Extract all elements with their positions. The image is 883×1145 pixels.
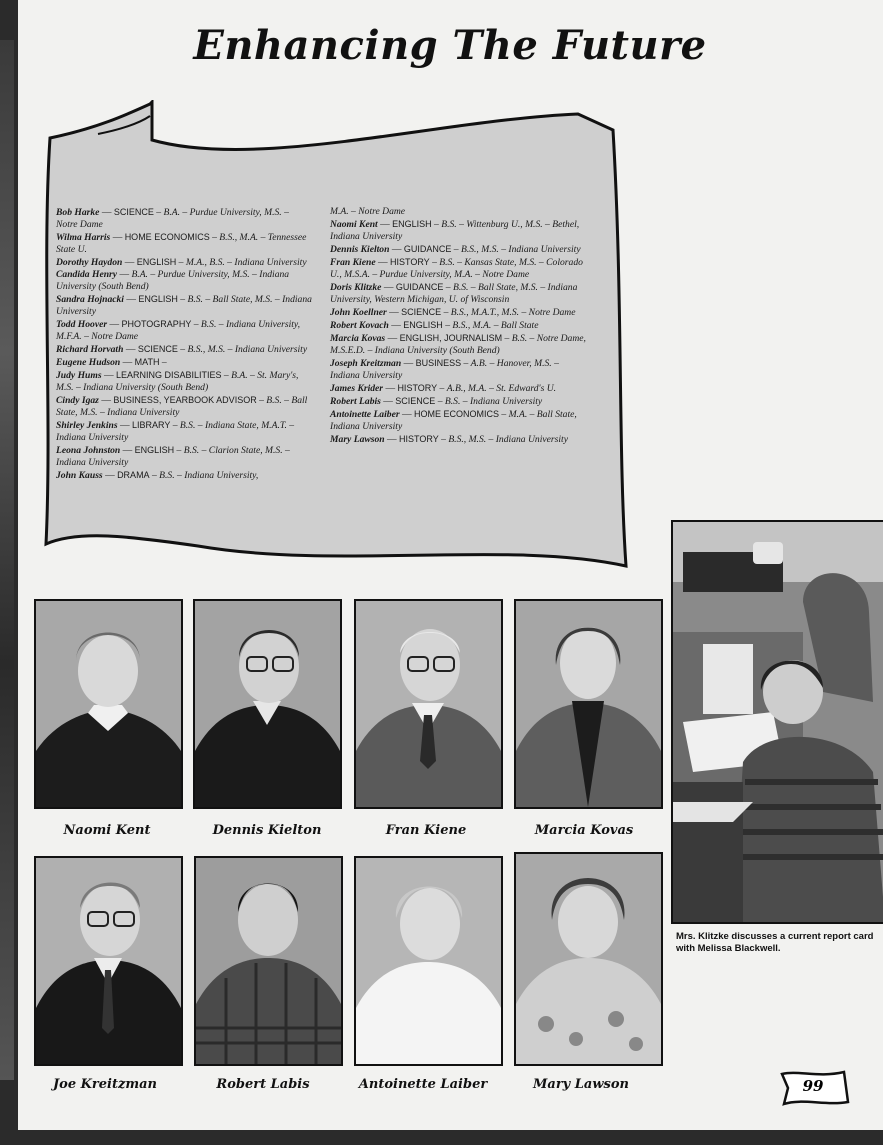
faculty-credentials: B.S. – Kansas State, M.S. – Colorado U., M.S.A. – Purdue University, M.A. – Notre Dame xyxy=(330,257,583,280)
faculty-credentials: B.A. – St. Mary's, M.S. – Indiana University (South Bend) xyxy=(56,370,299,393)
faculty-department: GUIDANCE xyxy=(403,244,452,254)
faculty-entry: Sandra Hojnacki — ENGLISH – B.S. – Ball State, M.S. – Indiana University xyxy=(56,294,312,317)
faculty-entry: Eugene Hudson — MATH – xyxy=(56,357,167,368)
faculty-entry: Wilma Harris — HOME ECONOMICS – B.S., M.A. – Tennessee State U. xyxy=(56,232,307,255)
faculty-name: Doris Klitzke xyxy=(330,282,382,293)
faculty-department: ENGLISH xyxy=(392,219,432,229)
portrait-man-glasses-icon xyxy=(36,858,181,1064)
faculty-credentials: B.S. – Notre Dame, M.S.E.D. – Indiana University (South Bend) xyxy=(330,333,586,356)
portrait-caption: Robert Labis xyxy=(216,1077,310,1092)
faculty-entry: Mary Lawson — HISTORY – B.S., M.S. – Indiana University xyxy=(330,434,568,445)
faculty-name: Antoinette Laiber xyxy=(330,409,400,420)
faculty-credentials: A.B. – Hanover, M.S. – Indiana University xyxy=(330,358,559,381)
faculty-name: Sandra Hojnacki xyxy=(56,294,124,305)
faculty-name: Robert Labis xyxy=(330,396,381,407)
portrait-caption: Mary Lawson xyxy=(533,1077,629,1092)
faculty-department: SCIENCE xyxy=(401,307,442,317)
faculty-credentials: B.S. – Indiana State, M.A.T. – Indiana University xyxy=(56,420,295,443)
faculty-entry: James Krider — HISTORY – A.B., M.A. – St. Edward's U. xyxy=(330,383,557,394)
faculty-credentials: B.S. – Ball State, M.S. – Indiana University, Western Michigan, U. of Wisconsin xyxy=(330,282,578,305)
page-number-flag xyxy=(778,1068,850,1106)
faculty-credentials: B.S., M.S. – Indiana University xyxy=(460,244,581,255)
faculty-name: Fran Kiene xyxy=(330,257,376,268)
faculty-name: Joseph Kreitzman xyxy=(330,358,402,369)
faculty-credentials: A.B., M.A. – St. Edward's U. xyxy=(446,383,557,394)
faculty-name: Todd Hoover xyxy=(56,319,108,330)
faculty-name: Shirley Jenkins xyxy=(56,420,118,431)
faculty-department: HOME ECONOMICS xyxy=(124,232,210,242)
portrait-woman-icon xyxy=(516,854,661,1064)
faculty-name: Robert Kovach xyxy=(330,320,389,331)
portrait-caption: Naomi Kent xyxy=(63,823,151,838)
portrait-photo xyxy=(34,599,183,809)
portrait-woman-icon xyxy=(516,601,661,807)
directory-column-right xyxy=(330,206,586,446)
faculty-entry: Richard Horvath — SCIENCE – B.S., M.S. – Indiana University xyxy=(56,344,308,355)
faculty-entry: Dorothy Haydon — ENGLISH – M.A., B.S. – Indiana University xyxy=(56,257,307,268)
faculty-credentials: B.S. – Ball State, M.S. – Indiana University xyxy=(56,395,308,418)
faculty-entry: Bob Harke — SCIENCE – B.A. – Purdue University, M.S. – Notre Dame xyxy=(56,207,289,230)
faculty-entry: Dennis Kielton — GUIDANCE – B.S., M.S. – Indiana University xyxy=(330,244,581,255)
faculty-entry: Judy Hums — LEARNING DISABILITIES – B.A. – St. Mary's, M.S. – Indiana University (South Bend) xyxy=(56,370,299,393)
faculty-name: Marcia Kovas xyxy=(330,333,386,344)
portrait-caption: Marcia Kovas xyxy=(534,823,634,838)
faculty-credentials: B.S., M.A.T., M.S. – Notre Dame xyxy=(450,307,576,318)
faculty-credentials: B.S., M.S. – Indiana University xyxy=(187,344,308,355)
faculty-entry: Robert Labis — SCIENCE – B.S. – Indiana University xyxy=(330,396,543,407)
faculty-department: PHOTOGRAPHY xyxy=(121,319,192,329)
portrait-photo xyxy=(514,852,663,1066)
office-scene-icon xyxy=(673,522,883,922)
faculty-entry: Shirley Jenkins — LIBRARY – B.S. – Indiana State, M.A.T. – Indiana University xyxy=(56,420,295,443)
faculty-department: SCIENCE xyxy=(137,344,178,354)
faculty-name: Dennis Kielton xyxy=(330,244,390,255)
faculty-entry: Fran Kiene — HISTORY – B.S. – Kansas State, M.S. – Colorado U., M.S.A. – Purdue University, M.A. – Notre Dame xyxy=(330,257,583,280)
faculty-credentials: B.S., M.A. – Tennessee State U. xyxy=(56,232,307,255)
faculty-credentials: B.A. – Purdue University, M.S. – Indiana University (South Bend) xyxy=(56,269,290,292)
faculty-department: BUSINESS xyxy=(415,358,462,368)
faculty-entry: John Koellner — SCIENCE – B.S., M.A.T., M.S. – Notre Dame xyxy=(330,307,576,318)
portrait-caption: Fran Kiene xyxy=(385,823,467,838)
faculty-entry: Joseph Kreitzman — BUSINESS – A.B. – Hanover, M.S. – Indiana University xyxy=(330,358,559,381)
portrait-photo xyxy=(34,856,183,1066)
faculty-department: ENGLISH xyxy=(134,445,175,455)
faculty-department: GUIDANCE xyxy=(395,282,444,292)
page-title: Enhancing The Future xyxy=(193,22,707,69)
faculty-name: John Kauss xyxy=(56,470,103,481)
faculty-credentials: B.S. – Indiana University, xyxy=(159,470,259,481)
portrait-photo xyxy=(354,599,503,809)
candid-photo xyxy=(671,520,883,924)
faculty-name: Bob Harke xyxy=(56,207,100,218)
faculty-name: Wilma Harris xyxy=(56,232,111,243)
faculty-department: HOME ECONOMICS xyxy=(413,409,499,419)
faculty-entry: Leona Johnston — ENGLISH – B.S. – Clarion State, M.S. – Indiana University xyxy=(56,445,290,468)
portrait-man-glasses-icon xyxy=(195,601,340,807)
faculty-department: SCIENCE xyxy=(395,396,436,406)
faculty-department: ENGLISH, JOURNALISM xyxy=(399,333,503,343)
faculty-name: Candida Henry xyxy=(56,269,118,280)
faculty-entry: Marcia Kovas — ENGLISH, JOURNALISM – B.S. – Notre Dame, M.S.E.D. – Indiana University (South Bend) xyxy=(330,333,586,356)
portrait-photo xyxy=(354,856,503,1066)
directory-column-left xyxy=(56,206,312,482)
portrait-photo xyxy=(194,856,343,1066)
faculty-name: John Koellner xyxy=(330,307,387,318)
faculty-department: HISTORY xyxy=(397,383,438,393)
faculty-department: HISTORY xyxy=(389,257,430,267)
faculty-name: Leona Johnston xyxy=(56,445,121,456)
faculty-credentials: B.S. – Clarion State, M.S. – Indiana University xyxy=(56,445,290,468)
faculty-department: LEARNING DISABILITIES xyxy=(115,370,222,380)
faculty-credentials: B.A. – Purdue University, M.S. – Notre Dame xyxy=(56,207,289,230)
portrait-photo xyxy=(514,599,663,809)
faculty-department: HISTORY xyxy=(399,434,439,444)
faculty-entry: Candida Henry — B.A. – Purdue University, M.S. – Indiana University (South Bend) xyxy=(56,269,290,292)
faculty-credentials: M.A. – Notre Dame xyxy=(330,206,406,217)
portrait-man-icon xyxy=(196,858,341,1064)
faculty-department: BUSINESS, YEARBOOK ADVISOR xyxy=(113,395,257,405)
faculty-department: ENGLISH xyxy=(136,257,177,267)
faculty-department: LIBRARY xyxy=(131,420,171,430)
portrait-woman-icon xyxy=(36,601,181,807)
faculty-credentials: M.A., B.S. – Indiana University xyxy=(185,257,307,268)
faculty-credentials: B.S. – Indiana University, M.F.A. – Notre Dame xyxy=(56,319,301,342)
faculty-entry: Naomi Kent — ENGLISH – B.S. – Wittenburg U., M.S. – Bethel, Indiana University xyxy=(330,219,580,242)
faculty-credentials: B.S. – Ball State, M.S. – Indiana University xyxy=(56,294,312,317)
faculty-entry: Todd Hoover — PHOTOGRAPHY – B.S. – Indiana University, M.F.A. – Notre Dame xyxy=(56,319,301,342)
faculty-name: Dorothy Haydon xyxy=(56,257,123,268)
photo-caption: Mrs. Klitzke discusses a current report card with Melissa Blackwell. xyxy=(676,931,874,954)
faculty-entry: John Kauss — DRAMA – B.S. – Indiana University, xyxy=(56,470,259,481)
page-number: 99 xyxy=(802,1077,824,1095)
faculty-department: SCIENCE xyxy=(113,207,154,217)
portrait-woman-icon xyxy=(356,858,501,1064)
portrait-caption: Joe Kreitzman xyxy=(53,1077,157,1092)
faculty-name: Naomi Kent xyxy=(330,219,378,230)
faculty-name: James Krider xyxy=(330,383,384,394)
faculty-name: Cindy Igaz xyxy=(56,395,99,406)
portrait-caption: Dennis Kielton xyxy=(212,823,322,838)
faculty-department: MATH xyxy=(134,357,160,367)
portrait-man-tie-icon xyxy=(356,601,501,807)
faculty-entry: Antoinette Laiber — HOME ECONOMICS – M.A. – Ball State, Indiana University xyxy=(330,409,577,432)
faculty-name: Eugene Hudson xyxy=(56,357,121,368)
faculty-entry: Doris Klitzke — GUIDANCE – B.S. – Ball State, M.S. – Indiana University, Western Michigan, U. of Wisconsin xyxy=(330,282,578,305)
adjacent-page-edge xyxy=(0,40,14,1080)
faculty-credentials: B.S., M.A. – Ball State xyxy=(452,320,539,331)
faculty-department: ENGLISH xyxy=(403,320,443,330)
faculty-department: ENGLISH xyxy=(138,294,178,304)
faculty-department: DRAMA xyxy=(117,470,150,480)
faculty-name: Mary Lawson xyxy=(330,434,385,445)
faculty-credentials: M.A. – Ball State, Indiana University xyxy=(330,409,577,432)
faculty-name: Judy Hums xyxy=(56,370,102,381)
faculty-entry xyxy=(330,206,586,218)
faculty-credentials: B.S. – Wittenburg U., M.S. – Bethel, Indiana University xyxy=(330,219,580,242)
faculty-credentials: B.S., M.S. – Indiana University xyxy=(448,434,568,445)
portrait-caption: Antoinette Laiber xyxy=(358,1077,488,1092)
portrait-photo xyxy=(193,599,342,809)
faculty-name: Richard Horvath xyxy=(56,344,124,355)
faculty-entry: Cindy Igaz — BUSINESS, YEARBOOK ADVISOR – B.S. – Ball State, M.S. – Indiana University xyxy=(56,395,308,418)
faculty-entry: Robert Kovach — ENGLISH – B.S., M.A. – Ball State xyxy=(330,320,539,331)
faculty-credentials: B.S. – Indiana University xyxy=(444,396,543,407)
